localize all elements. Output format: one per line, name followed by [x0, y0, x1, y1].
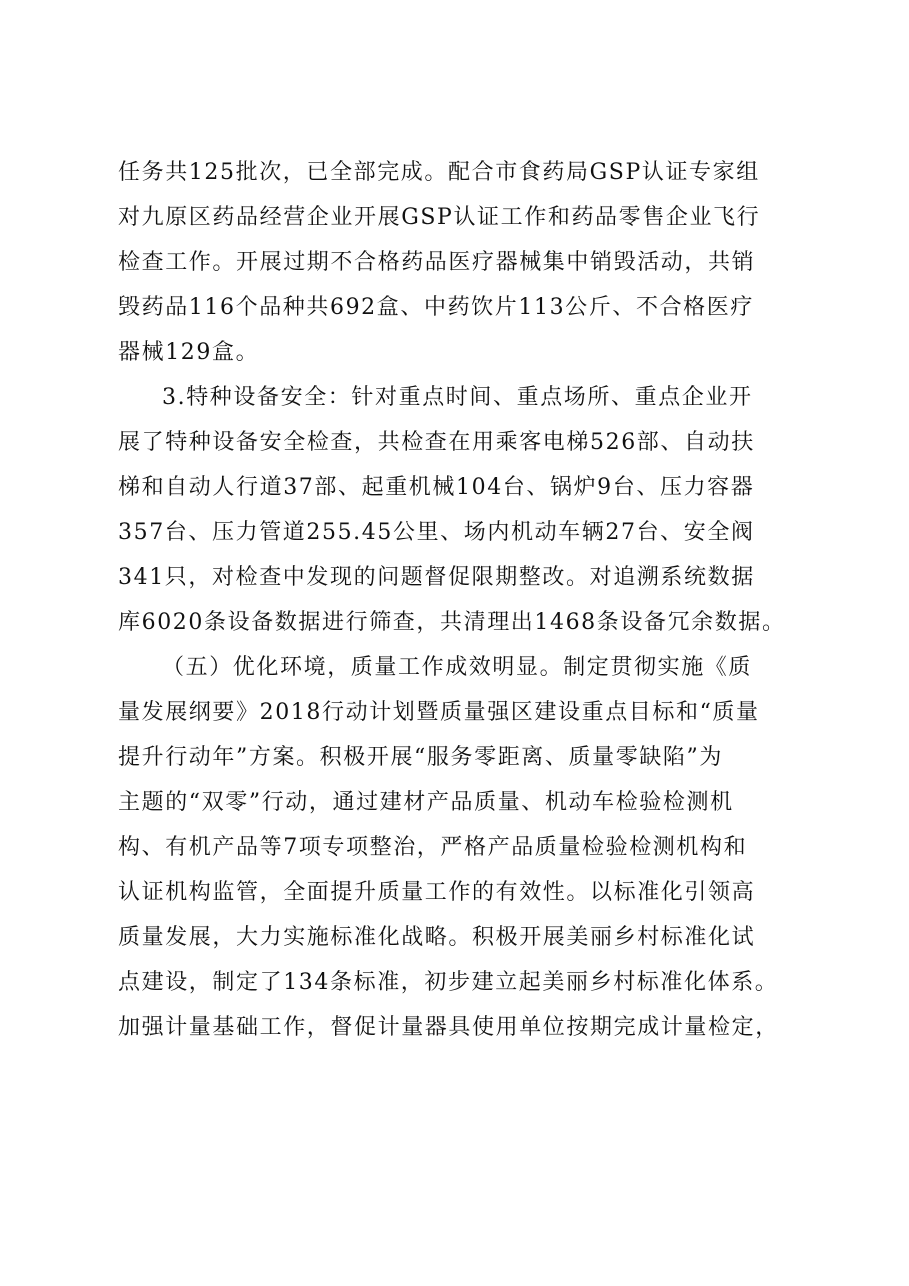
- text-line: 3.特种设备安全：针对重点时间、重点场所、重点企业开: [162, 385, 753, 410]
- text-line: 加强计量基础工作，督促计量器具使用单位按期完成计量检定，: [118, 1015, 779, 1040]
- text-line: 量发展纲要》2018行动计划暨质量强区建设重点目标和“质量: [118, 700, 760, 725]
- text-line: 主题的“双零”行动，通过建材产品质量、机动车检验检测机: [118, 790, 734, 815]
- paragraph-drug-inspection: [118, 150, 818, 375]
- text-line: 器械129盒。: [118, 340, 260, 365]
- text-line: 库6020条设备数据进行筛查，共清理出1468条设备冗余数据。: [118, 610, 786, 635]
- paragraph-quality-work: [118, 645, 818, 1050]
- text-line: 构、有机产品等7项专项整治，严格产品质量检验检测机构和: [118, 835, 748, 860]
- text-line: 梯和自动人行道37部、起重机械104台、锅炉9台、压力容器: [118, 475, 755, 500]
- paragraph-special-equipment: [118, 375, 818, 645]
- text-line: 检查工作。开展过期不合格药品医疗器械集中销毁活动，共销: [118, 250, 756, 275]
- text-line: 点建设，制定了134条标准，初步建立起美丽乡村标准化体系。: [118, 970, 779, 995]
- text-line: 任务共125批次，已全部完成。配合市食药局GSP认证专家组: [118, 160, 760, 185]
- text-line: （五）优化环境，质量工作成效明显。制定贯彻实施《质: [162, 655, 753, 680]
- text-line: 357台、压力管道255.45公里、场内机动车辆27台、安全阀: [118, 520, 755, 545]
- text-line: 认证机构监管，全面提升质量工作的有效性。以标准化引领高: [118, 880, 756, 905]
- text-line: 毁药品116个品种共692盒、中药饮片113公斤、不合格医疗: [118, 295, 754, 320]
- text-line: 展了特种设备安全检查，共检查在用乘客电梯526部、自动扶: [118, 430, 755, 455]
- text-line: 341只，对检查中发现的问题督促限期整改。对追溯系统数据: [118, 565, 755, 590]
- text-line: 质量发展，大力实施标准化战略。积极开展美丽乡村标准化试: [118, 925, 756, 950]
- text-line: 提升行动年”方案。积极开展“服务零距离、质量零缺陷”为: [118, 745, 723, 770]
- text-line: 对九原区药品经营企业开展GSP认证工作和药品零售企业飞行: [118, 205, 761, 230]
- document-body: [118, 150, 818, 1050]
